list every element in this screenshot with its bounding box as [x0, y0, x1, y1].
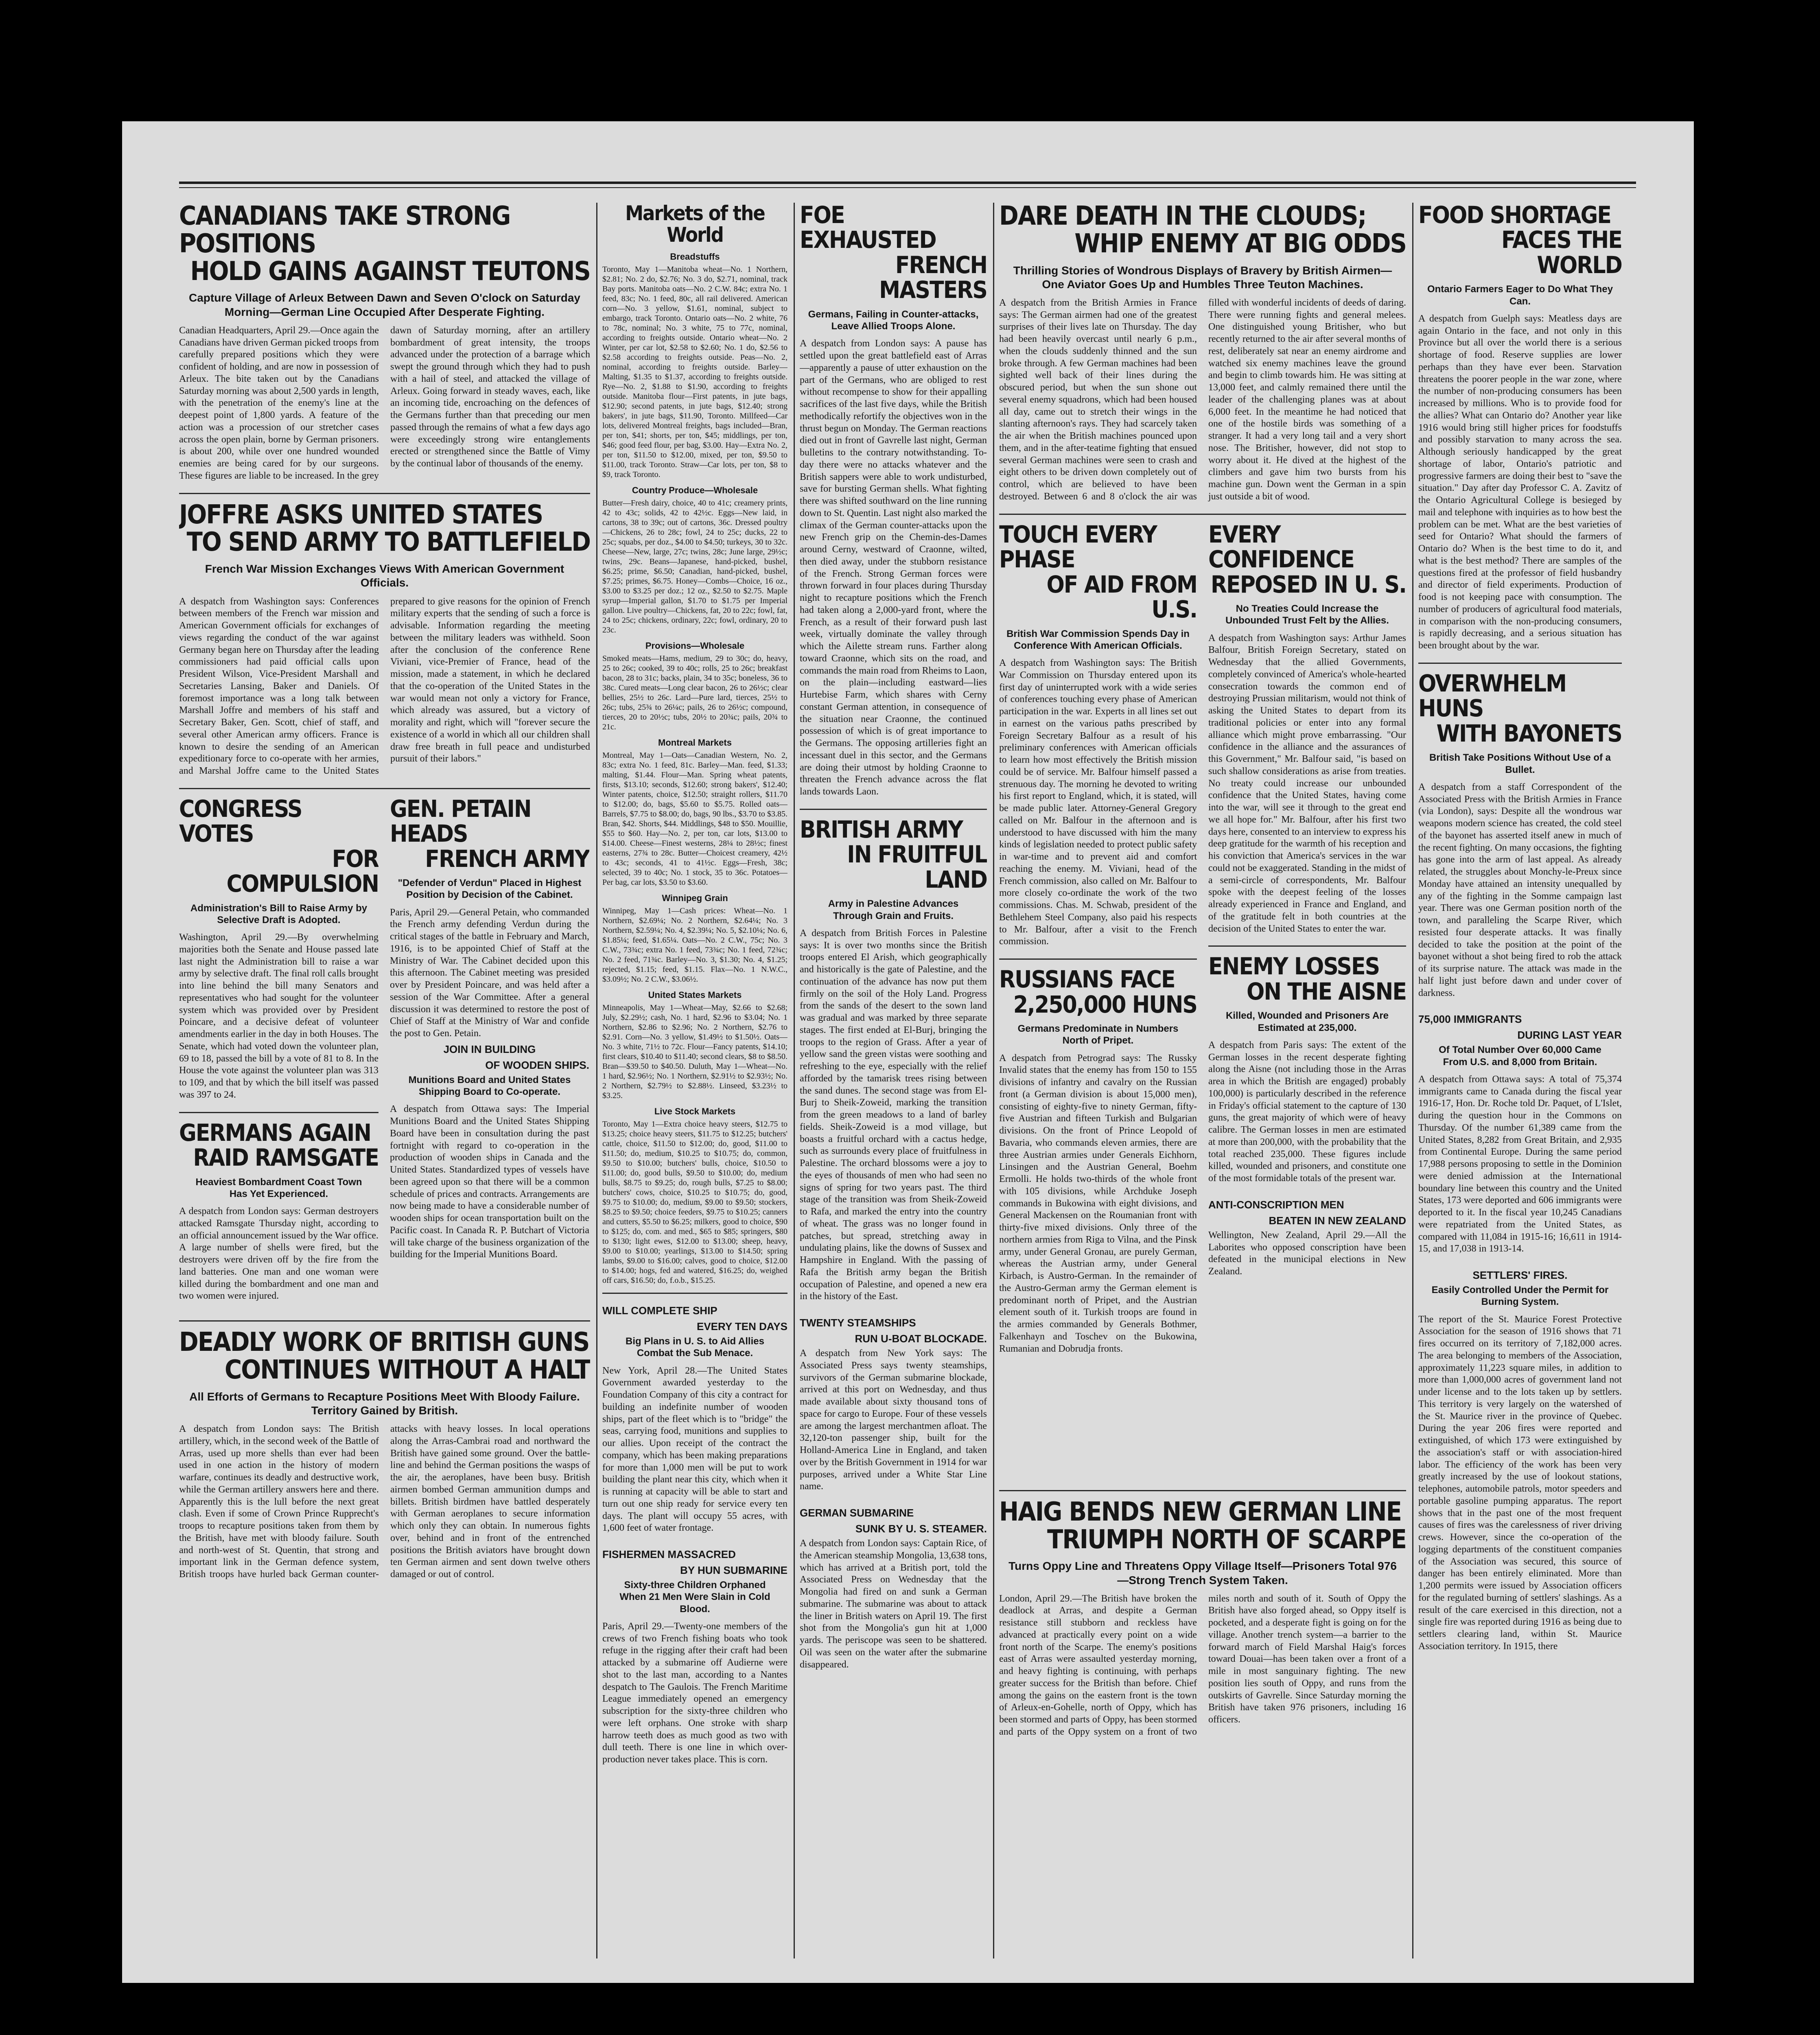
article-row-col — [999, 522, 1197, 1483]
headline-line: WHIP ENEMY AT BIG ODDS — [1074, 228, 1406, 259]
article-body: A despatch from Ottawa says: The Imperial Munitions Board and the United States Shipping Board have been in consultation during the past fortnight with regard to co-operation in the production of wooden ships in Canada and the United States. Standardized types of vessels have been agreed upon so that there will be a common schedule of prices and contracts. Arrangements are now being made to have a considerable number of wooden ships for ocean transportation built on the Pacific coast. In Canada R. P. Butchart of Victoria will take charge of the business organization of the building for the Imperial Munitions Board. — [390, 1104, 589, 1260]
article-petain — [390, 796, 589, 1261]
column-markets — [602, 203, 788, 1958]
article-body: A despatch from Petrograd says: The Russky Invalid states that the enemy has from 150 to 155 divisions of infantry and cavalry on the Russian front (a German division is about 15,000 men), consisting of eighty-five to ninety German, fifty-five Austrian and fifteen Turkish and Bulgarian divisions. On the front of Prince Leopold of Bavaria, who commands eleven armies, there are three Austrian armies under Generals Eichhorn, Linsingen and the Austrian General, Boehm Ermolli. He holds two-thirds of the whole front with 105 divisions, while Archduke Joseph commands in Bukowina with eight divisions, and General Mackensen on the Roumanian front with thirty-five mixed divisions. Only three of the northern armies from Riga to Vilna, and the Pinsk army, under General Gronau, are purely German, whereas the Austrian army, under General Kirbach, is Austro-German. In the remainder of the Austro-German army the German element is predominant north of Pripet, and the Austrian element south of it. Turkish troops are found in the armies commanded by Generals Bothmer, Falkenhayn and Toschev on the Bukowina, Rumanian and Dobrudja fronts. — [999, 1053, 1197, 1354]
market-quotes: Toronto, May 1—Manitoba wheat—No. 1 Northern, $2.81; No. 2 do, $2.76; No. 3 do, $2.71, nominal, track Bay ports. Manitoba oats—No. 2 C.W. 84c; extra No. 1 feed, 83c; No. 1 feed, 80c, all rail delivered. American corn—No. 3 yellow, $1.61, nominal, subject to embargo, track Toronto. Ontario oats—No. 2 white, 76 to 78c, nominal; No. 3 white, 75 to 77c, nominal, according to freights outside. Ontario wheat—No. 2 Winter, per car lot, $2.58 to $2.60; No. 1 do, $2.56 to $2.58 according to freights outside. Peas—No. 2, nominal, according to freights outside. Barley—Malting, $1.35 to $1.37, according to freights outside. Rye—No. 2, $1.88 to $1.90, according to freights outside. Manitoba flour—First patents, in jute bags, $12.90; second patents, in jute bags, $12.40; strong bakers', in jute bags, $11.90, Toronto. Millfeed—Car lots, delivered Montreal freights, bags included—Bran, per ton, $41; shorts, per ton, $45; middlings, per ton, $46; good feed flour, per bag, $3.00. Hay—Extra No. 2, per ton, $11.50 to $12.00, mixed, per ton, $9.50 to $11.00, track Toronto. Straw—Car lots, per ton, $8 to $9, track Toronto. — [602, 265, 788, 479]
top-rule-thin — [179, 187, 1636, 188]
minor-headline: 75,000 IMMIGRANTS — [1418, 1013, 1522, 1026]
subheadline: Germans, Failing in Counter-attacks, Leave Allied Troops Alone. — [808, 309, 979, 332]
headline — [179, 501, 590, 557]
headline — [1208, 522, 1406, 597]
article-divider — [179, 788, 590, 789]
minor-headline: SETTLERS' FIRES. — [1472, 1269, 1568, 1282]
headline — [999, 203, 1406, 258]
headline-line: RUSSIANS FACE — [999, 967, 1175, 993]
article-body: Canadian Headquarters, April 29.—Once again the Canadians have driven German picked troops from carefully prepared positions which they were confident of holding, and are now in possession of Arleux. The bite taken out by the Canadians Saturday morning was about 2,500 yards in length, with the penetration of the enemy's line at the deepest point of 1,800 yards. A feature of the action was a procession of our stretcher cases across the open plain, borne by German prisoners. is about 200, while over one hundred wounded enemies are being cared for by our surgeons. These figures are liable to be increased. In the grey dawn of Saturday morning, after an artillery bombardment of great intensity, the troops advanced under the protection of a barrage which swept the ground through which they had to push with a hail of steel, and attacked the village of Arleux. Going forward in steady waves, each, like an incoming tide, encroaching on the defences of the Germans further than that preceding our men passed through the remains of what a few days ago were exceedingly strong wire entanglements erected or strengthened since the Battle of Vimy by the continual labor of thousands of the enemy. — [179, 325, 590, 481]
minor-headline: FISHERMEN MASSACRED — [602, 1548, 736, 1561]
headline-line: 2,250,000 HUNS — [1013, 990, 1197, 1018]
headline-line: GEN. PETAIN HEADS — [390, 796, 531, 848]
minor-headline: BY HUN SUBMARINE — [680, 1564, 788, 1577]
article-body: A despatch from London says: The British artillery, which, in the second week of the Battle of Arras, used up more shells than ever had been used in one action in the history of modern warfare, continues its deadly and destructive work, while the German artillery answers here and there. Apparently this is the lull before the next great clash. Even if some of Crown Prince Rupprecht's troops to recapture positions taken from them by the British, have met with bloody failure. South and north-west of St. Quentin, that strong and important link in the German defence system, British troops have hurled back German counter-attacks with heavy losses. In local operations along the Arras-Cambrai road and northward the British have gained some ground. Over the battle-line and behind the German positions the wasps of the air, the aeroplanes, have been busy. British airmen bombed German ammunition dumps and billets. British birdmen have battled desperately with German aeroplanes to secure information which only they can obtain. In numerous fights over, behind and in front of the entrenched positions the British aviators have brought down ten German airmen and sent down twelve others damaged or out of control. — [179, 1424, 590, 1580]
article-congress — [179, 796, 378, 1101]
article-enemy-losses — [1208, 954, 1406, 1184]
headline-line: JOFFRE ASKS UNITED STATES — [179, 501, 543, 530]
column-right — [1418, 203, 1622, 1958]
subheadline: All Efforts of Germans to Recapture Positions Meet With Bloody Failure. Territory Gained by British. — [189, 1390, 580, 1417]
market-quotes: Smoked meats—Hams, medium, 29 to 30c; do, heavy, 25 to 26c; cooked, 39 to 40c; rolls, 25 to 26c; breakfast bacon, 28 to 31c; backs, plain, 34 to 35c; boneless, 36 to 38c. Cured meats—Long clear bacon, 26 to 26½c; clear bellies, 25½ to 26c. Lard—Pure lard, tierces, 25½ to 26c; tubs, 25¾ to 26¼c; pails, 26 to 26½c; compound, tierces, 20 to 20½c; tubs, 20½ to 20¾c; pails, 20¾ to 21c. — [602, 654, 788, 731]
article-divider — [179, 493, 590, 494]
headline-line: HOLD GAINS AGAINST TEUTONS — [190, 256, 590, 287]
subheadline: French War Mission Exchanges Views With American Government Officials. — [205, 562, 564, 589]
minor-headline: WILL COMPLETE SHIP — [602, 1304, 718, 1317]
minor-headline: OF WOODEN SHIPS. — [485, 1059, 589, 1071]
article-food-shortage — [1418, 203, 1622, 652]
subheadline: Turns Oppy Line and Threatens Oppy Village Itself—Prisoners Total 976—Strong Trench System Taken. — [1008, 1560, 1397, 1586]
column-rule — [794, 203, 795, 1958]
market-quotes: Minneapolis, May 1—Wheat—May, $2.66 to $2.68; July, $2.29½; cash, No. 1 hard, $2.96 to $3.04; No. 1 Northern, $2.86 to $2.96; No. 2 Northern, $2.76 to $2.91. Corn—No. 3 yellow, $1.49½ to $1.50½. Oats—No. 3 white, 71½ to 72c. Flour—Fancy patents, $14.10; first clears, $10.40 to $11.40; second clears, $8 to $8.50. Bran—$39.50 to $40.50. Duluth, May 1—Wheat—No. 1 hard, $2.96½; No. 1 Northern, $2.91½ to $2.93½; No. 2 Northern, $2.79½ to $2.88½. Linseed, $3.23½ to $3.25. — [602, 1003, 788, 1100]
headline — [1418, 203, 1622, 278]
article-settlers-fires — [1418, 1266, 1622, 1653]
subheadline: Ontario Farmers Eager to Do What They Can. — [1427, 284, 1613, 307]
article-row — [999, 522, 1406, 1483]
article-body: A despatch from Ottawa says: A total of 75,374 immigrants came to Canada during the fiscal year 1916-17, Hon. Dr. Roche told Dr. Paquet, of L'Islet, during the question hour in the Commons on Thursday. Of the number 61,389 came from the United States, 8,282 from Great Britain, and 2,935 from Continental Europe. During the same period 17,988 persons proposing to settle in the Dominion were denied admission at the International boundary line between this country and the United States, 173 were deported and 606 immigrants were deported to it. In the fiscal year 10,245 Canadians were repatriated from the United States, as compared with 11,084 in 1915-16; 16,611 in 1914-15, and 17,038 in 1913-14. — [1418, 1074, 1622, 1254]
article-body: A despatch from Guelph says: Meatless days are again Ontario in the face, and not only in this Province but all over the world there is a serious shortage of food. Reserve supplies are lower perhaps than they have ever been. Starvation threatens the poorer people in the war zone, where the number of non-producing consumers has been increased by millions. Who is to provide food for the allies? What can Ontario do? Another year like 1916 would bring still higher prices for foodstuffs and possibly starvation to many across the sea. Although seriously handicapped by the great shortage of labor, Ontario's patriotic and progressive farmers are doing their best to "save the situation." Day after day Professor C. A. Zavitz of the Ontario Agricultural College is besieged by mail and telephone with inquiries as to how best the problem can be met. What are the best varieties of seed for Ontario? What should the farmers of Ontario do? When is the best time to do it, and what is the best method? There are samples of the questions fired at the professor of field husbandry and director of field experiments. Production of food is not keeping pace with consumption. The number of producers of agricultural food materials, in comparison with the non-producing consumers, is rapidly decreasing, and a serious situation has been brought about by the war. — [1418, 313, 1622, 651]
minor-headline: JOIN IN BUILDING — [443, 1043, 536, 1055]
article-touch-every-phase — [999, 522, 1197, 948]
headline-line: FRENCH MASTERS — [879, 251, 987, 304]
article-divider — [1418, 663, 1622, 664]
minor-headline: SUNK BY U. S. STEAMER. — [855, 1523, 987, 1535]
subheadline: Army in Palestine Advances Through Grain and Fruits. — [828, 898, 959, 921]
minor-headline: RUN U-BOAT BLOCKADE. — [855, 1333, 987, 1345]
headline-line: FACES THE WORLD — [1501, 226, 1622, 279]
headline — [999, 1499, 1406, 1554]
headline-line: DARE DEATH IN THE CLOUDS; — [999, 203, 1366, 231]
article-body: A despatch from London says: Captain Rice, of the American steamship Mongolia, 13,638 tons, which has arrived at a British port, told the Associated Press on Wednesday that the Mongolia had fired on and sunk a German submarine. The submarine was about to attack the liner in British waters on April 19. The first shot from the Mongolia's gun hit at 1,000 yards. The periscope was seen to be shattered. Oil was seen on the water after the submarine disappeared. — [800, 1538, 987, 1670]
article-british-army — [800, 817, 987, 1303]
minor-headline: TWENTY STEAMSHIPS — [800, 1317, 916, 1329]
article-body: A despatch from London says: German destroyers attacked Ramsgate Thursday night, according to an official announcement issued by the War office. A large number of shells were fired, but the destroyers were driven off by the fire from the land batteries. One man and one woman were killed during the bombardment and one man and two women were injured. — [179, 1206, 378, 1302]
headline-line: HAIG BENDS NEW GERMAN LINE — [999, 1498, 1401, 1527]
article-anti-conscription — [1208, 1195, 1406, 1278]
subheadline: British Take Positions Without Use of a Bullet. — [1429, 752, 1611, 775]
article-immigrants — [1418, 1010, 1622, 1255]
headline-line: RAID RAMSGATE — [193, 1144, 378, 1172]
headline — [1418, 671, 1622, 746]
headline — [390, 796, 589, 871]
article-dare-death — [999, 203, 1406, 503]
market-section-title: Live Stock Markets — [654, 1106, 736, 1116]
market-quotes: Montreal, May 1—Oats—Canadian Western, No. 2, 83c; extra No. 1 feed, 81c. Barley—Man. feed, $1.33; malting, $1.44. Flour—Man. Spring wheat patents, firsts, $13.10; seconds, $12.60; strong bakers', $12.40; Winter patents, choice, $12.50; straight rollers, $11.70 to $12.00; do, bags, $5.60 to $5.75. Rolled oats—Barrels, $7.75 to $8.00; do, bags, 90 lbs., $3.70 to $3.85. Bran, $42. Shorts, $44. Middlings, $48 to $50. Mouillie, $55 to $60. Hay—No. 2, per ton, car lots, $13.00 to $14.00. Cheese—Finest westerns, 28¼ to 28½c; finest easterns, 27¾ to 28c. Butter—Choicest creamery, 42½ to 43c; seconds, 41 to 41½c. Eggs—Fresh, 38c; selected, 39 to 40c; No. 1 stock, 35 to 36c. Potatoes—Per bag, car lots, $3.50 to $3.60. — [602, 751, 788, 887]
article-overwhelm-huns — [1418, 671, 1622, 999]
top-rule — [179, 182, 1636, 184]
headline-line: CANADIANS TAKE STRONG POSITIONS — [179, 203, 510, 259]
minor-headline: GERMAN SUBMARINE — [800, 1507, 914, 1519]
article-ramsgate — [179, 1120, 378, 1302]
minor-headline: BEATEN IN NEW ZEALAND — [1269, 1214, 1406, 1227]
headline-line: WITH BAYONETS — [1436, 719, 1622, 747]
subheadline: "Defender of Verdun" Placed in Highest Position by Decision of the Cabinet. — [398, 877, 582, 901]
article-row-col — [179, 796, 378, 1313]
headline-line: FOOD SHORTAGE — [1418, 203, 1611, 229]
market-section-title: Provisions—Wholesale — [645, 641, 745, 651]
headline-line: FOE EXHAUSTED — [800, 203, 936, 254]
headline-line: OVERWHELM HUNS — [1418, 671, 1566, 722]
article-body: A despatch from the British Armies in France says: The German airmen had one of the greatest surprises of their lives late on Thursday. The day had been heavily overcast until nearly 6 p.m., when the clouds suddenly thinned and the sun broke through. A few German machines had been sighted well back of their lines during the obscured period, but when the sun shone out several enemy squadrons, which had been housed all day, came out to stretch their wings in the slanting afternoon's rays. They had scarcely taken the air when the British machines pounced upon them, and in the after-teatime fighting that ensued several German machines were seen to crash and eight others to be driven down completely out of control, which are believed to have been destroyed. Between 6 and 8 o'clock the air was filled with wonderful incidents of deeds of daring. There were running fights and general melees. One distinguished young Britisher, who but recently returned to the air after several months of rest, deliberately sat near an enemy airdrome and watched six enemy machines leave the ground and begin to climb towards him. He was sitting at 13,000 feet, and calmly remained there until the leader of the challenging planes was at about 6,000 feet. In the meantime he had noticed that one of the hostile birds was something of a stranger. It had a very long tail and a very short nose. The Britisher, however, did not stop to worry about it. He dived at the highest of the climbers and gave him two bursts from his machine gun. Down went the German in a spin just outside a bit of wood. — [999, 297, 1406, 502]
headline — [999, 967, 1197, 1017]
subheadline: Administration's Bill to Raise Army by Selective Draft is Adopted. — [190, 902, 368, 926]
headline — [800, 203, 987, 303]
article-body: A despatch from British Forces in Palestine says: It is over two months since the British troops entered El Arish, which geographically and historically is the gate of Palestine, and the continuation of the advance has now put them firmly on the soil of the Holy Land. Progress from the sands of the desert to the sown land was gradual and was marked by three separate stages. The first ended at El-Burj, bringing the troops to the region of Grass. After a year of yellow sand the green vistas were soothing and refreshing to the eye, especially with the relief afforded by the tamarisk trees rising between the sand dunes. The second stage was from El-Burj to Sheik-Zoweid, marking the transition from the green meadows to a land of barley fields. Sheik-Zoweid is a mod village, but boasts a fruitful orchard with a cactus hedge, such as surrounds every place of fruitfulness in Palestine. The orchard blossoms were a joy to the eyes of thousands of men who had seen no signs of spring for two years past. The third stage of the transition was from Sheik-Zoweid to Rafa, and marked the entry into the country of wheat. The grass was no longer found in patches, but spread, stretching away in undulating plains, like the downs of Sussex and Hampshire in England. With the passing of Rafa the British army began the British occupation of Palestine, and opened a new era in the history of the East. — [800, 928, 987, 1302]
headline-line: DEADLY WORK OF BRITISH GUNS — [179, 1329, 589, 1358]
headline — [999, 522, 1197, 622]
headline-line: CONGRESS VOTES — [179, 796, 302, 848]
article-row — [179, 796, 590, 1313]
headline — [179, 203, 590, 285]
subheadline: Capture Village of Arleux Between Dawn and Seven O'clock on Saturday Morning—German Line Occupied After Desperate Fighting. — [188, 291, 581, 318]
headline-line: TOUCH EVERY PHASE — [999, 522, 1157, 573]
subheadline: Easily Controlled Under the Permit for Burning System. — [1431, 1284, 1609, 1308]
headline-line: BRITISH ARMY — [800, 817, 963, 843]
headline-line: TRIUMPH NORTH OF SCARPE — [1047, 1524, 1406, 1555]
headline-line: EVERY CONFIDENCE — [1208, 522, 1354, 573]
article-divider — [999, 958, 1197, 960]
article-body: Wellington, New Zealand, April 29.—All the Laborites who opposed conscription have been defeated in the municipal elections in New Zealand. — [1208, 1230, 1406, 1277]
column-rule — [1412, 203, 1413, 1958]
article-body: Washington, April 29.—By overwhelming majorities both the Senate and House passed late last night the Administration bill to raise a war army by selective draft. The final roll calls brought into line behind the bill many Senators and representatives who had sought for the volunteer system which was provided over by President Poincare, and a decisive defeat of volunteer amendments earlier in the day in both Houses. The Senate, which had voted down the volunteer plan, 69 to 18, passed the bill by a vote of 81 to 8. In the House the vote against the volunteer plan was 313 to 109, and that by which the bill itself was passed was 397 to 24. — [179, 932, 378, 1100]
subheadline: Killed, Wounded and Prisoners Are Estimated at 235,000. — [1225, 1010, 1389, 1033]
headline — [179, 796, 378, 897]
article-foe-exhausted — [800, 203, 987, 798]
article-divider — [999, 514, 1406, 515]
headline-line: TO SEND ARMY TO BATTLEFIELD — [186, 527, 590, 558]
minor-headline: ANTI-CONSCRIPTION MEN — [1208, 1198, 1344, 1211]
market-section-title: Montreal Markets — [658, 737, 732, 748]
article-body: A despatch from Washington says: The British War Commission on Thursday entered upon its first day of uninterrupted work with a wide series of conferences touching every phase of American participation in the war. Experts in all lines set out in earnest on the various paths prescribed by Foreign Secretary Balfour as a result of his preliminary conferences with American officials to learn how most effectively the British mission could be of service. Mr. Balfour himself passed a strenuous day. The morning he devoted to writing his first report to England, which, it is stated, will be made public later. Attorney-General Gregory called on Mr. Balfour in the afternoon and is understood to have discussed with him the many kinds of legislation needed to protect public safety in war-time and to prevent aid and comfort reaching the enemy. M. Viviani, head of the French commission, also called on Mr. Balfour to more closely co-ordinate the work of the two commissions. Chas. M. Schwab, president of the Bethlehem Steel Company, also paid his respects to Mr. Balfour, after a visit to the French commission. — [999, 658, 1197, 947]
headline-line: IN FRUITFUL LAND — [847, 840, 987, 893]
newspaper-page — [122, 121, 1694, 1983]
market-section-title: United States Markets — [648, 990, 742, 1000]
subheadline: No Treaties Could Increase the Unbounded Trust Felt by the Allies. — [1225, 603, 1389, 626]
article-joffre — [179, 501, 590, 777]
article-divider — [1208, 945, 1406, 947]
subheadline: British War Commission Spends Day in Conference With American Officials. — [1006, 628, 1190, 651]
market-section-title: Country Produce—Wholesale — [632, 485, 758, 495]
subheadline: Heaviest Bombardment Coast Town Has Yet Experienced. — [195, 1176, 362, 1199]
headline-line: ON THE AISNE — [1247, 977, 1406, 1005]
headline — [800, 817, 987, 892]
article-divider — [179, 1112, 378, 1113]
article-divider — [800, 809, 987, 810]
headline — [1208, 954, 1406, 1004]
article-russians — [999, 967, 1197, 1355]
article-body: The report of the St. Maurice Forest Protective Association for the season of 1916 shows that 71 fires occurred on its territory of 7,182,000 acres. The area belonging to members of the Association, approximately 11,223 square miles, in addition to more than 1,000,000 acres of government land not under license and to the lots taken up by settlers. This territory is very largely on the watershed of the St. Maurice river in the province of Quebec. During the year 206 fires were reported and extinguished, of which 173 were extinguished by the association's staff or with association-hired labor. The efficiency of the work has been very greatly increased by the use of lookout stations, telephones, automobile patrols, motor speeders and portable gasoline pumping apparatus. The report shows that in the past one of the most frequent causes of fires was the carelessness of river driving crews. However, since the co-operation of the logging departments of the constituent companies of the Association was secured, this source of danger has been entirely eliminated. More than 1,200 permits were issued by Association officers for the regulated burning of settlers' slashings. As a result of the care exercised in this direction, not a single fire was reported during 1916 as being due to settlers clearing land, within St. Maurice Association territory. In 1915, there — [1418, 1314, 1622, 1652]
subheadline: Munitions Board and United States Shipping Board to Co-operate. — [408, 1074, 571, 1098]
article-body: A despatch from Washington says: Arthur James Balfour, British Foreign Secretary, stated on Wednesday that the allied Governments, completely convinced of America's whole-hearted consecration towards the common end of destroying Prussian militarism, would not think of asking the United States to depart from its traditional policies or enter into any formal alliance which might prove embarrassing. "Our confidence in the alliance and the assurances of this Government," Mr. Balfour said, "is based on such shallow considerations as arise from treaties. No treaty could increase our unbounded confidence that the United States, having come into the war, will see it through to the great end we all hope for." Mr. Balfour, after his first two days here, consented to an interview to express his deep gratitude for the warmth of his reception and his conviction that America's services in the war could not be exaggerated. Standing in the midst of a semi-circle of correspondents, Mr. Balfour spoke with the deepest feeling of the losses already experienced in France and England, and of the gratitude felt in both countries at the decision of the United States to enter the war. — [1208, 632, 1406, 934]
column-rule — [596, 203, 597, 1958]
subheadline: Of Total Number Over 60,000 Came From U.S. and 8,000 from Britain. — [1439, 1044, 1601, 1068]
headline — [179, 1120, 378, 1171]
column-left — [179, 203, 590, 1958]
article-row-col — [1208, 522, 1406, 1483]
headline-line: ENEMY LOSSES — [1208, 954, 1380, 980]
article-body: A despatch from Paris says: The extent of the German losses in the recent desperate fighting along the Aisne (not including those in the Arras area in which the British are engaged) probably 100,000) is particularly described in the reference in Friday's official statement to the capture of 130 guns, the great majority of which were of heavy calibre. The German losses in men are estimated at more than 200,000, with the probability that the total reached 235,000. These figures include killed, wounded and prisoners, and constitute one of the most formidable totals of the present war. — [1208, 1039, 1406, 1184]
subheadline: Germans Predominate in Numbers North of Pripet. — [1017, 1023, 1179, 1046]
market-section-title: Breadstuffs — [670, 252, 720, 262]
article-body: New York, April 28.—The United States Government awarded yesterday to the Foundation Company of this city a contract for building an indefinite number of wooden ships, part of the fleet which is to "bridge" the seas, carrying food, munitions and supplies to our allies. Upon receipt of the contract the company, which has been making preparations for more than 1,000 men will be put to work building the plant near this city, which when it is running at capacity will be able to start and turn out one ship ready for service every ten days. The plant will occupy 55 acres, with 1,600 feet of water frontage. — [602, 1365, 788, 1534]
article-body: A despatch from London says: A pause has settled upon the great battlefield east of Arras—apparently a pause of utter exhaustion on the part of the Germans, who are obliged to rest without recompense to show for their appalling sacrifices of the last five days, while the British methodically refortify the objectives won in the thrust begun on Monday. The German reactions died out in front of Gavrelle last night, German bulletins to the contrary notwithstanding. To-day there were no attacks whatever and the British sappers were able to work undisturbed, save for bursting German shells. What fighting there was shifted southward on the line running down to St. Quentin. Last night also marked the climax of the German counter-attacks upon the new French grip on the Chemin-des-Dames around Cerny, westward of Craonne, wilted, then died away, under the stubborn resistance of the French. Strong German forces were thrown forward in four places during Thursday night to recapture positions which the French had taken along a 2,000-yard front, where the French, as a result of their forward push last week, virtually dominate the valley through which the Ailette stream runs. Farther along toward Craonne, which sits on the road, and commands the main road from Rheims to Laon, on the plain—including eastward—lies Hurtebise Farm, which shares with Cerny constant German attention, in consequence of the situation near Craonne, the continued possession of which is of great importance to the Germans. The opposing artilleries fight an incessant duel in this sector, and the Germans are doing their utmost by holding Craonne to threaten the French advance across the flat lands towards Laon. — [800, 338, 987, 797]
market-quotes: Toronto, May 1—Extra choice heavy steers, $12.75 to $13.25; choice heavy steers, $11.75 to $12.25; butchers' cattle, choice, $11.50 to $12.00; do, good, $11.00 to $11.50; do, medium, $10.25 to $10.75; do, common, $9.50 to $10.00; butchers' bulls, choice, $10.50 to $11.00; do, good bulls, $9.50 to $10.00; do, medium bulls, $8.75 to $9.25; do, rough bulls, $7.25 to $8.00; butchers' cows, choice, $10.25 to $10.75; do, good, $9.75 to $10.00; do, medium, $9.00 to $9.50; stockers, $8.25 to $9.50; choice feeders, $9.75 to $10.25; canners and cutters, $5.50 to $6.25; milkers, good to choice, $90 to $125; do, com. and med., $65 to $85; springers, $80 to $130; light ewes, $12.00 to $13.00; sheep, heavy, $9.00 to $10.00; yearlings, $13.00 to $14.50; spring lambs, $9.00 to $16.00; calves, good to choice, $12.00 to $14.00; hogs, fed and watered, $16.25; do, weighed off cars, $16.50; do, f.o.b., $15.25. — [602, 1120, 788, 1285]
market-quotes: Winnipeg, May 1—Cash prices: Wheat—No. 1 Northern, $2.69¼; No. 2 Northern, $2.64¼; No. 3 Northern, $2.59¼; No. 4, $2.39¼; No. 5, $2.10¼; No. 6, $1.85¼; feed, $1.65¼. Oats—No. 2 C.W., 75c; No. 3 C.W., 73¾c; extra No. 1 feed, 73¾c; No. 1 feed, 72¾c; No. 2 feed, 71¾c. Barley—No. 3, $1.30; No. 4, $1.25; rejected, $1.15; feed, $1.15. Flax—No. 1 N.W.C., $3.09½; No. 2 C.W., $3.06½. — [602, 906, 788, 984]
article-steamships — [800, 1313, 987, 1493]
article-body: London, April 29.—The British have broken the deadlock at Arras, and despite a German resistance still stubborn and reckless have advanced at practically every point on a wide front north of the Scarpe. The enemy's positions east of Arras were assaulted yesterday morning, and heavy fighting is continuing, with perhaps greater success for the British than before. Chief among the gains on the eastern front is the town of Arleux-en-Gohelle, north of Oppy, which has been stormed and parts of Oppy, has been stormed and parts of the Oppy system on a front of two miles north and south of it. South of Oppy the British have also forged ahead, so Oppy itself is pocketed, and a desperate fight is going on for the village. Another trench system—a barrier to the forward march of Field Marshal Haig's forces toward Douai—has been taken over a front of a mile in most sanguinary fighting. The new position lies south of Oppy, and runs from the outskirts of Gavrelle. Since Saturday morning the British have taken 976 prisoners, including 16 officers. — [999, 1593, 1406, 1737]
headline-line: OF AID FROM U.S. — [1046, 570, 1197, 624]
column-rule — [993, 203, 994, 1958]
column-four-five — [999, 203, 1406, 1958]
subheadline: Big Plans in U. S. to Aid Allies Combat the Sub Menace. — [626, 1336, 764, 1359]
article-fishermen — [602, 1545, 788, 1766]
article-body: A despatch from a staff Correspondent of the Associated Press with the British Armies in France (via London), says: Despite all the wondrous war weapons modern science has created, the cold steel of the bayonet has asserted itself anew in much of the recent fighting. On many occasions, the fighting has gone into the arm of last appeal. As already related, the struggles about Monchy-le-Preux since Monday have attained an intensity unequalled by any of the fighting in the Somme campaign last year. There was one German position north of the town, and paralleling the Scarpe River, which resisted four desperate attacks. It was finally decided to take the position at the point of the bayonet without a shot being fired to rob the attack of its surprise nature. The attack was made in the half light just before dawn and under cover of darkness. — [1418, 781, 1622, 998]
markets-title: Markets of the World — [625, 203, 765, 247]
minor-headline: EVERY TEN DAYS — [696, 1320, 788, 1333]
article-body: A despatch from Washington says: Conferences between members of the French war mission and American Government officials for exchanges of views regarding the conduct of the war against Germany began here on Thursday after the leading commissioners had paid official calls upon President Wilson, Vice-President Marshall and Secretaries Lansing, Baker and Daniels. Of foremost importance was a long talk between Marshall Joffre and members of his staff and Secretary Baker, Gen. Scott, chief of staff, and several other American army officers. France is known to desire the sending of an American expeditionary force to co-operate with her armies, and Marshal Joffre came to the United States prepared to give reasons for the opinion of French military experts that the sending of such a force is advisable. Information regarding the meeting between the military leaders was withheld. Soon after the conclusion of the conference Rene Viviani, vice-Premier of France, head of the mission, made a statement, in which he declared that the co-operation of the United States in the war would mean not only a victory for France, which already was assured, but a victory of morality and right, which will "forever secure the existence of a world in which all our children shall draw free breath in full peace and undisturbed pursuit of their labors." — [179, 596, 590, 777]
article-submarine — [800, 1503, 987, 1671]
article-divider — [602, 1293, 788, 1294]
article-canadians — [179, 203, 590, 482]
article-ships — [602, 1301, 788, 1534]
article-row-col — [390, 796, 589, 1313]
subheadline: Sixty-three Children Orphaned When 21 Men Were Slain in Cold Blood. — [619, 1580, 770, 1615]
headline-line: FOR COMPULSION — [226, 845, 378, 898]
headline-line: REPOSED IN U. S. — [1210, 570, 1406, 598]
article-haig — [999, 1499, 1406, 1738]
headline-line: FRENCH ARMY — [425, 845, 589, 873]
market-quotes: Butter—Fresh dairy, choice, 40 to 41c; creamery prints, 42 to 43c; solids, 42 to 42½c. Eggs—New laid, in cartons, 38 to 39c; out of cartons, 36c. Dressed poultry—Chickens, 26 to 28c; fowl, 24 to 25c; ducks, 22 to 25c; squabs, per doz., $4.00 to $4.50; turkeys, 30 to 32c. Cheese—New, large, 27c; twins, 28c; June large, 29½c; twins, 29c. Beans—Japanese, hand-picked, bushel, $6.25; prime, $6.50; Canadian, hand-picked, bushel, $7.25; primes, $6.75. Honey—Combs—Choice, 16 oz., $3.00 to $3.25 per doz.; 12 oz., $2.50 to $2.75. Maple syrup—Imperial gallon, $1.70 to $1.75 per Imperial gallon. Live poultry—Chickens, fat, 20 to 22c; fowl, fat, 24 to 25c; chickens, ordinary, 22c; fowl, ordinary, 20 to 23c. — [602, 499, 788, 635]
minor-headline: DURING LAST YEAR — [1517, 1029, 1622, 1042]
article-body: A despatch from New York says: The Associated Press says twenty steamships, survivors of the German submarine blockade, arrived at this port on Wednesday, and thus made available about sixty thousand tons of space for cargo to Europe. Four of these vessels are among the largest merchantmen afloat. The 32,120-ton passenger ship, built for the Holland-America Line in England, and taken over by the British Government in 1914 for war purposes, arrived under a White Star Line name. — [800, 1348, 987, 1492]
subheadline: Thrilling Stories of Wondrous Displays of Bravery by British Airmen—One Aviator Goes Up and Humbles Three Teuton Machines. — [1013, 264, 1392, 291]
headline-line: GERMANS AGAIN — [179, 1120, 371, 1147]
article-body: Paris, April 29.—General Petain, who commanded the French army defending Verdun during the critical stages of the battle in February and March, 1916, is to be appointed Chief of Staff at the Ministry of War. The Cabinet decided upon this this afternoon. The Cabinet meeting was presided over by President Poincare, and was held after a session of the War Committee. After a general discussion it was determined to restore the post of Chief of Staff at the Ministry of War and confide the post to Gen. Petain. — [390, 907, 589, 1039]
article-divider — [999, 1490, 1406, 1491]
article-every-confidence — [1208, 522, 1406, 935]
article-body: Paris, April 29.—Twenty-one members of the crews of two French fishing boats who took refuge in the rigging after their craft had been attacked by a submarine off Audierne were shot to the last man, according to a Nantes despatch to The Gaulois. The French Maritime League immediately opened an emergency subscription for the sixty-three children who were left orphans. One stroke with sharp harrow teeth does as much good as two with dull teeth. There is one line in which over-production never takes place. This is corn. — [602, 1621, 788, 1765]
headline-line: CONTINUES WITHOUT A HALT — [225, 1354, 590, 1385]
column-three — [800, 203, 987, 1958]
headline — [179, 1329, 590, 1384]
market-section-title: Winnipeg Grain — [662, 893, 728, 903]
article-british-guns — [179, 1329, 590, 1581]
article-divider — [179, 1320, 590, 1322]
